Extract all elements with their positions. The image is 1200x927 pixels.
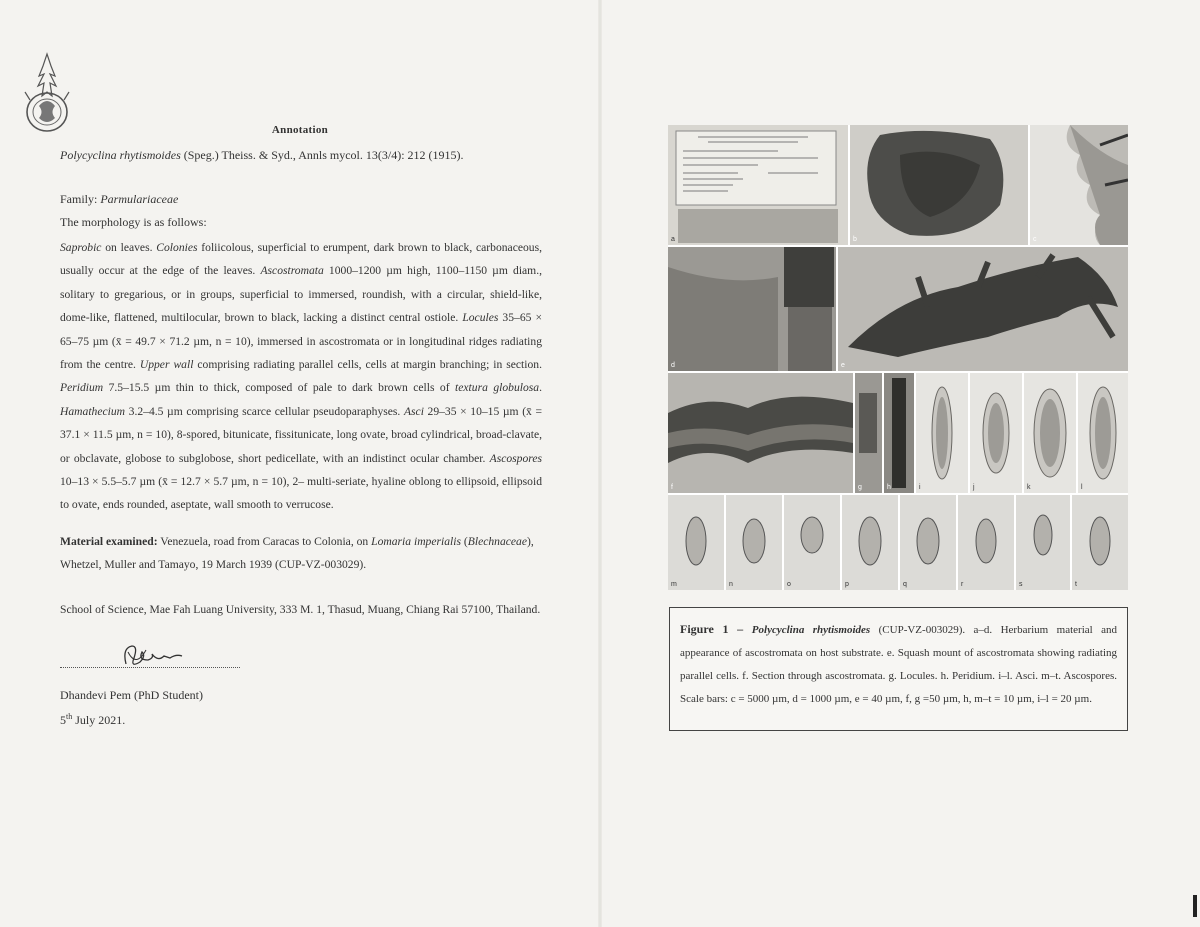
text-run: comprising radiating parallel cells, cells at margin branching; in section. — [193, 358, 542, 372]
signature-icon — [118, 638, 188, 674]
term-ascostromata: Ascostromata — [260, 264, 324, 278]
ascus-image — [970, 373, 1022, 493]
panel-g-locules — [855, 373, 882, 493]
panel-label: e — [841, 362, 845, 369]
caption-species: Polycyclina rhytismoides — [751, 624, 871, 636]
panel-q-ascospore — [900, 495, 956, 590]
caption-text: (CUP-VZ-003029). a–d. Herbarium material and appearance of ascostromata on host substrate. e. Squash mount of ascostromata showing radiating parallel cells. f. Section through ascostromata. g. Locules. h. Peridium. i–l. Asci. m–t. Ascospores. Scale bars: c = 5000 µm, d = 1000 µm, e = 40 µm, f, g =50 µm, h, m–t = 10 µm, i–l = 20 µm. — [680, 624, 1117, 705]
panel-l-ascus — [1078, 373, 1128, 493]
leaf-edge-image — [1030, 125, 1128, 245]
panel-n-ascospore — [726, 495, 782, 590]
ascospore-image — [842, 495, 898, 590]
ascostromata-surface-image — [668, 247, 836, 371]
panel-label: m — [671, 581, 677, 588]
text-run: ( — [461, 535, 468, 548]
date-rest: July 2021. — [72, 713, 126, 727]
text-run: foliicolous, superficial to erumpent, dark brown to black, carbonaceous, usually occur at the edge of the leaves. — [60, 241, 543, 278]
date-suffix: th — [66, 712, 73, 721]
text-run: 1000–1200 µm high, 1100–1150 µm diam., solitary to gregarious, or in groups, superficial to immersed, roundish, with a circular, shield-like, dome-like, flattened, multilocular, brown to black, lacking a distinct central ostiole. — [60, 264, 542, 325]
panel-s-ascospore — [1016, 495, 1070, 590]
date-day: 5 — [60, 713, 66, 727]
panel-t-ascospore — [1072, 495, 1128, 590]
panel-label: l — [1081, 484, 1083, 491]
text-run: 35–65 × 65–75 µm (x̄ = 49.7 × 71.2 µm, n = 10), immersed in ascostromata or in longitudinal ridges radiating from the centre. — [60, 311, 542, 372]
ascospore-image — [1072, 495, 1128, 590]
species-name: Polycyclina rhytismoides — [60, 148, 181, 162]
address: School of Science, Mae Fah Luang University, 333 M. 1, Thasud, Muang, Chiang Rai 57100, Thailand. — [60, 603, 541, 616]
panel-h-peridium — [884, 373, 914, 493]
signature-date — [60, 712, 125, 728]
panel-i-ascus — [916, 373, 968, 493]
ascospore-image — [958, 495, 1014, 590]
panel-label: b — [853, 236, 857, 243]
text-run: 29–35 × 10–15 µm (x̄ = 37.1 × 11.5 µm, n = 10), 8-spored, bitunicate, fissitunicate, long ovate, broad cylindrical, broad-clavate, or obclavate, globose to subglobose, short pedicellate, with an indistinct ocular chamber. — [60, 404, 542, 465]
panel-label: c — [1033, 236, 1037, 243]
host-name: Lomaria imperialis — [371, 535, 461, 548]
term-saprobic: Saprobic — [60, 241, 102, 254]
panel-label: s — [1019, 581, 1023, 588]
host-family: Blechnaceae — [467, 535, 527, 548]
panel-label: r — [961, 581, 964, 588]
figure-plate — [668, 125, 1128, 590]
term-ascospores: Ascospores — [489, 451, 542, 465]
ascospore-image — [1016, 495, 1070, 590]
ascus-image — [1024, 373, 1076, 493]
panel-label: a — [671, 236, 675, 243]
herbarium-label-image — [668, 125, 848, 245]
panel-label: j — [973, 484, 975, 491]
morphology-intro: The morphology is as follows: — [60, 215, 207, 229]
term-locules: Locules — [462, 311, 499, 325]
ascospore-image — [668, 495, 724, 590]
panel-label: h — [887, 484, 891, 491]
family-name: Parmulariaceae — [100, 192, 179, 206]
text-run: ), Whetzel, Muller and Tamayo, 19 March 1939 (CUP-VZ-003029). — [60, 535, 534, 572]
term-hamathecium: Hamathecium — [60, 404, 126, 418]
term-peridium: Peridium — [60, 381, 104, 395]
text-run: on leaves. — [101, 241, 157, 254]
panel-o-ascospore — [784, 495, 840, 590]
panel-r-ascospore — [958, 495, 1014, 590]
panel-label: n — [729, 581, 733, 588]
species-authority: (Speg.) Theiss. & Syd., Annls mycol. 13(3/4): 212 (1915). — [180, 148, 464, 162]
panel-label: f — [671, 484, 673, 491]
text-run: . — [539, 381, 542, 395]
material-label: Material examined: — [60, 535, 158, 548]
signer-name: Dhandevi Pem (PhD Student) — [60, 688, 203, 702]
panel-label: d — [671, 362, 675, 369]
annotation-heading: Annotation — [271, 124, 329, 136]
panel-label: t — [1075, 581, 1077, 588]
panel-c-leaf-edge — [1030, 125, 1128, 245]
ascostromata-section-image — [668, 373, 853, 493]
figure-label: Figure 1 – — [680, 622, 752, 636]
ascus-image — [1078, 373, 1128, 493]
ascus-image — [916, 373, 968, 493]
panel-a-herbarium-label — [668, 125, 848, 245]
panel-e-squash-mount — [838, 247, 1128, 371]
panel-k-ascus — [1024, 373, 1076, 493]
peridium-image — [884, 373, 914, 493]
panel-label: g — [858, 484, 862, 491]
morphology-description — [60, 236, 542, 517]
signature-line — [60, 667, 240, 668]
term-textura: textura globulosa — [455, 381, 540, 395]
text-run: 3.2–4.5 µm comprising scarce cellular pseudoparaphyses. — [125, 404, 404, 418]
ascospore-image — [784, 495, 840, 590]
family-label: Family: — [60, 192, 101, 206]
panel-label: o — [787, 581, 791, 588]
panel-d-ascostromata — [668, 247, 836, 371]
panel-m-ascospore — [668, 495, 724, 590]
panel-label: q — [903, 581, 907, 588]
panel-label: k — [1027, 484, 1031, 491]
panel-b-specimen — [850, 125, 1028, 245]
text-run: Venezuela, road from Caracas to Colonia, on — [157, 535, 372, 548]
scan-mark — [1193, 895, 1197, 917]
term-upper-wall: Upper wall — [139, 358, 194, 372]
term-colonies: Colonies — [156, 241, 198, 254]
panel-p-ascospore — [842, 495, 898, 590]
species-citation — [60, 148, 464, 163]
panel-j-ascus — [970, 373, 1022, 493]
squash-mount-image — [838, 247, 1128, 371]
figure-caption — [669, 607, 1128, 731]
panel-label: i — [919, 484, 921, 491]
university-emblem-icon — [22, 52, 72, 134]
locules-image — [855, 373, 882, 493]
panel-label: p — [845, 581, 849, 588]
panel-f-section — [668, 373, 853, 493]
material-examined — [60, 530, 545, 577]
ascospore-image — [900, 495, 956, 590]
term-asci: Asci — [403, 404, 424, 418]
ascospore-image — [726, 495, 782, 590]
text-run: 7.5–15.5 µm thin to thick, composed of pale to dark brown cells of — [103, 381, 456, 395]
family-line — [60, 192, 178, 207]
leaf-specimen-image — [850, 125, 1028, 245]
text-run: 10–13 × 5.5–5.7 µm (x̄ = 12.7 × 5.7 µm, n = 10), 2– multi-seriate, hyaline oblong to ellipsoid, ellipsoid to ovate, ends rounded, aseptate, wall smooth to verrucose. — [60, 475, 542, 512]
